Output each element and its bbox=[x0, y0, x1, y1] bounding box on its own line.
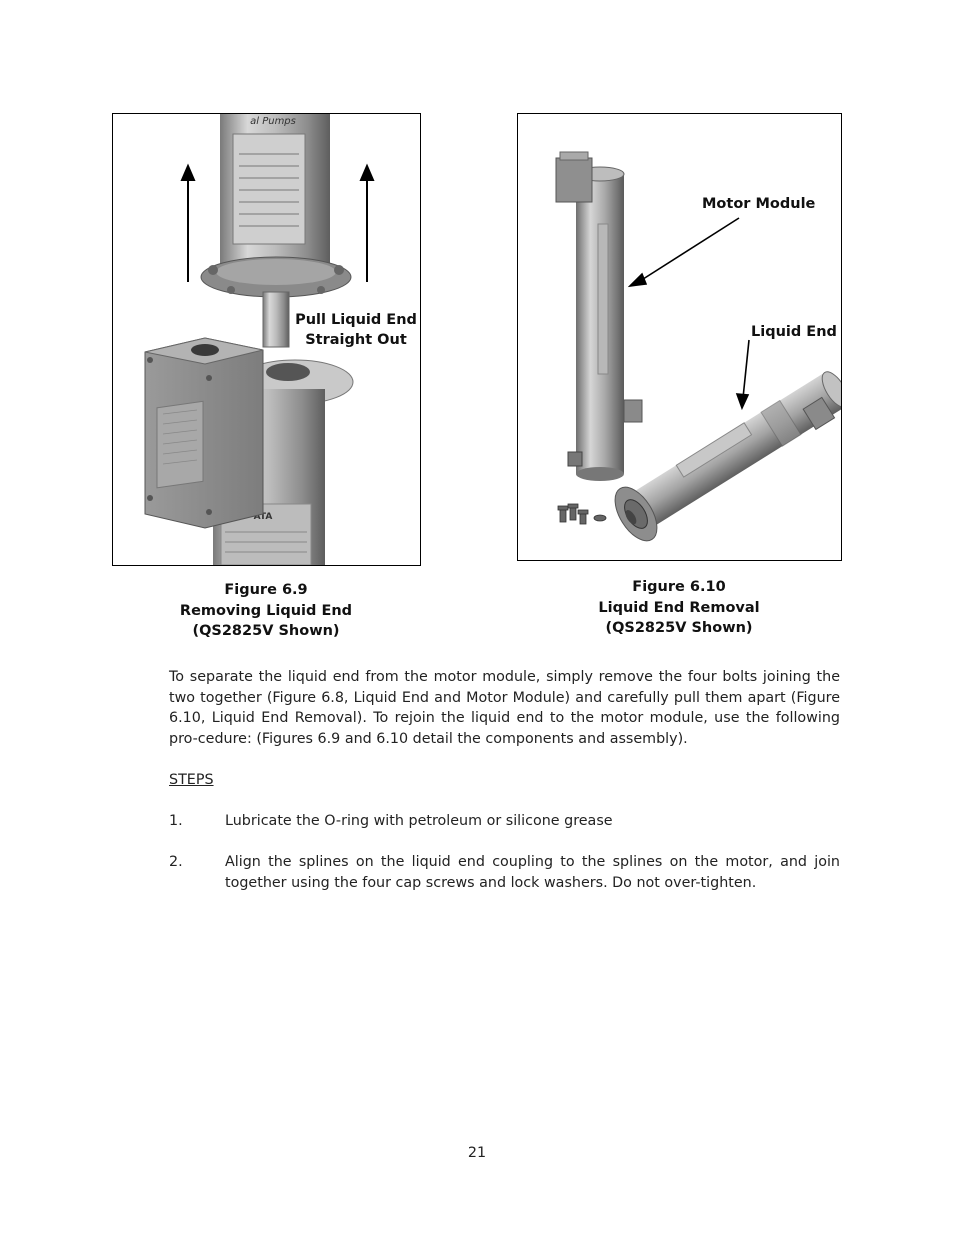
motor-module-callout: Motor Module bbox=[702, 196, 816, 212]
caption-model: (QS2825V Shown) bbox=[192, 623, 340, 639]
caption-figure-number: Figure 6.10 bbox=[632, 579, 726, 595]
page-number: 21 bbox=[467, 1145, 487, 1161]
figure-6-9-photo bbox=[112, 113, 421, 566]
nameplate-lower-text: ATA bbox=[253, 512, 273, 522]
caption-title: Removing Liquid End bbox=[179, 602, 353, 619]
step-text: Align the splines on the liquid end coupling to the splines on the motor, and join together using the four cap screws and lock washers. Do not over-tighten. bbox=[225, 854, 840, 891]
caption-title: Liquid End Removal bbox=[598, 599, 760, 616]
step-text: Lubricate the O-ring with petroleum or silicone grease bbox=[225, 813, 613, 829]
steps-heading: STEPS bbox=[169, 772, 214, 788]
caption-figure-number: Figure 6.9 bbox=[224, 582, 308, 598]
figure-6-10-caption bbox=[579, 577, 779, 639]
callout-line-2: Straight Out bbox=[305, 332, 407, 348]
step-number: 1. bbox=[169, 813, 183, 829]
figure-6-9-caption bbox=[166, 580, 366, 642]
step-number: 2. bbox=[169, 854, 183, 870]
figure-6-10-photo bbox=[517, 113, 842, 561]
instructions-paragraph: To separate the liquid end from the motor module, simply remove the four bolts joining the two together (Figure 6.8, Liquid End and Motor Module) and carefully pull them apart (Figure 6.10, Liquid End Removal). To rejoin the liquid end to the motor module, use the following pro-cedure: (Figures 6.9 and 6.10 detail the components and assembly). bbox=[169, 669, 840, 747]
caption-model: (QS2825V Shown) bbox=[605, 620, 753, 636]
liquid-end-callout: Liquid End bbox=[751, 324, 837, 340]
callout-line-1: Pull Liquid End bbox=[295, 312, 417, 328]
nameplate-logo-text: al Pumps bbox=[250, 116, 296, 127]
pull-liquid-end-callout bbox=[293, 310, 419, 350]
